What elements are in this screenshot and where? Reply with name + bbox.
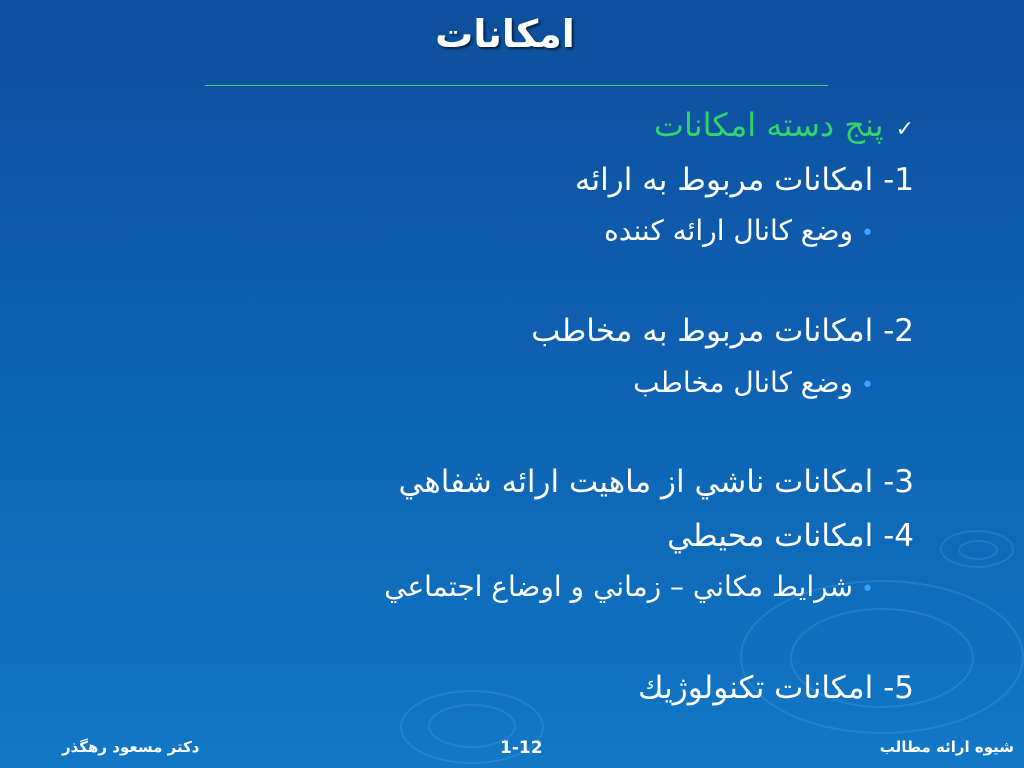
ripple-decoration (958, 540, 998, 560)
bullet-text: شرايط مكاني – زماني و اوضاع اجتماعي (384, 570, 854, 603)
heading-text: پنج دسته امكانات (653, 106, 884, 144)
sub-bullet-2 (633, 366, 874, 399)
list-item-5 (638, 670, 914, 706)
list-item-1 (575, 162, 914, 198)
heading-line (654, 106, 914, 144)
item-text: امكانات مربوط به ارائه (574, 162, 874, 198)
bullet-dot-icon: • (861, 577, 874, 602)
slide-title: امكانات (435, 12, 575, 56)
item-text: امكانات ناشي از ماهيت ارائه شفاهي (398, 464, 874, 500)
item-number: 2- (883, 313, 914, 349)
footer-slide-number: 1-12 (500, 738, 543, 758)
bullet-dot-icon: • (861, 373, 874, 398)
footer-course-title: شيوه ارائه مطالب (879, 738, 1014, 756)
item-text: امكانات تكنولوژيك (638, 670, 874, 706)
item-number: 5- (883, 670, 914, 706)
list-item-2 (531, 313, 914, 349)
footer-author: دكتر مسعود رهگذر (62, 738, 200, 756)
sub-bullet-3 (384, 570, 874, 603)
bullet-text: وضع كانال ارائه كننده (604, 214, 854, 247)
item-number: 3- (883, 464, 914, 500)
slide-content (114, 0, 914, 768)
list-item-4 (667, 518, 914, 554)
item-number: 4- (883, 518, 914, 554)
check-icon: ✓ (895, 117, 914, 142)
sub-bullet-1 (604, 214, 874, 247)
item-text: امكانات محيطي (667, 518, 874, 554)
item-number: 1- (883, 162, 914, 198)
bullet-text: وضع كانال مخاطب (633, 366, 854, 399)
list-item-3 (399, 464, 914, 500)
bullet-dot-icon: • (861, 221, 874, 246)
item-text: امكانات مربوط به مخاطب (531, 313, 874, 349)
